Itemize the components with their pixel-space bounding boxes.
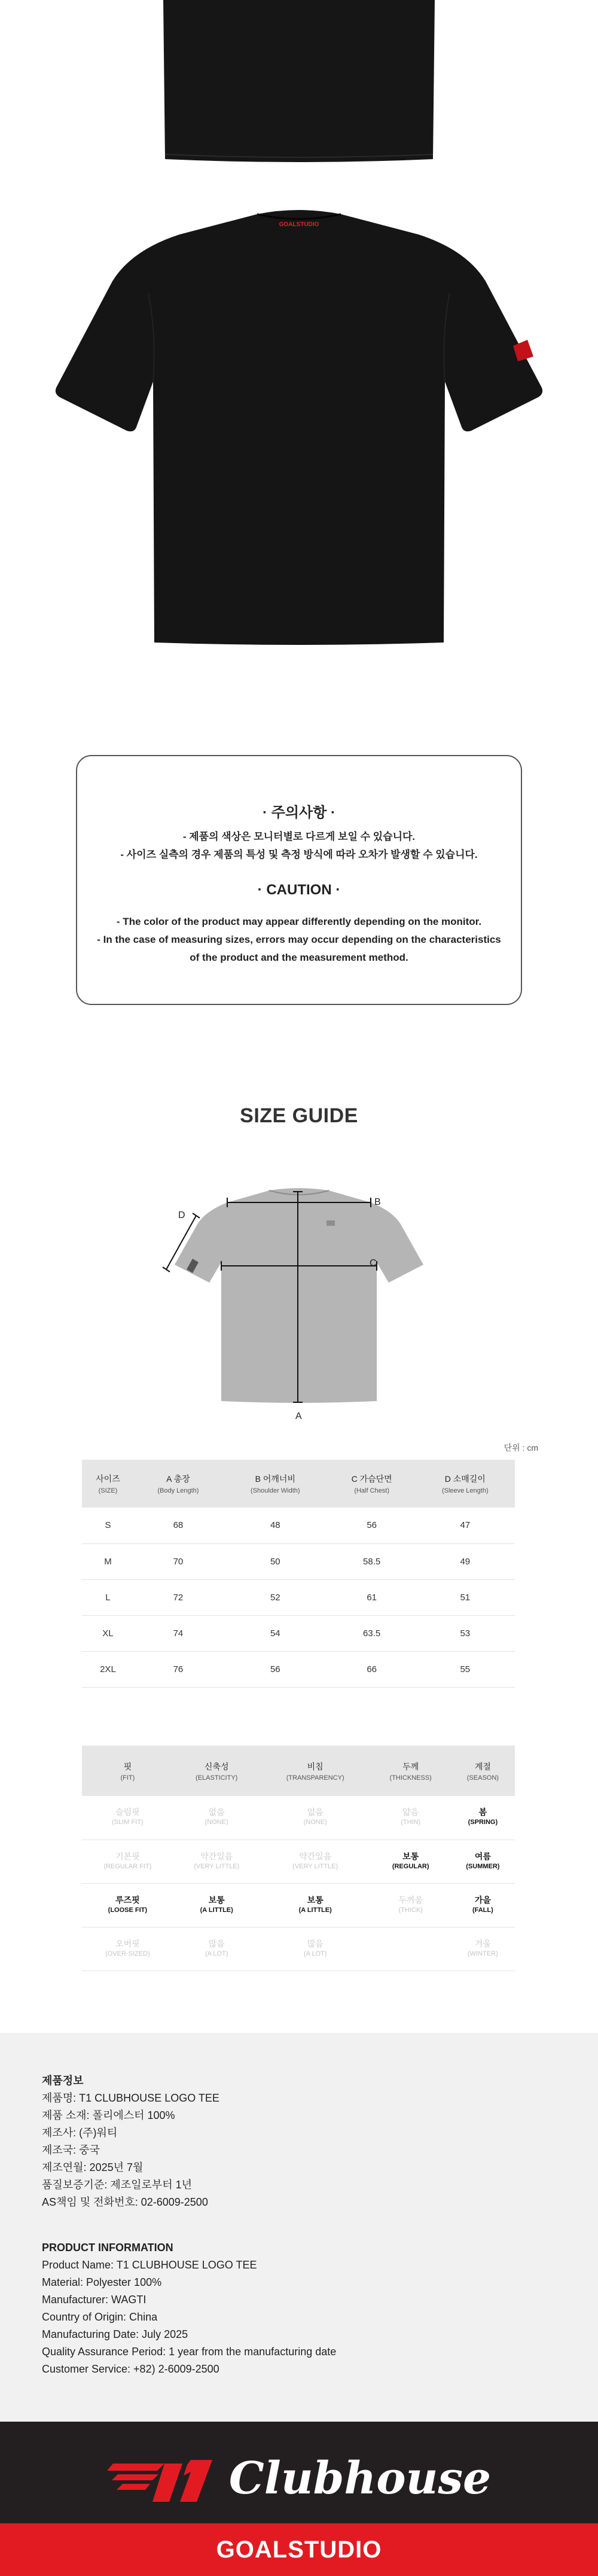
fit-option-en: (SLIM FIT)	[112, 1819, 144, 1826]
diagram-label-c: C	[370, 1258, 377, 1268]
fit-option-ko: 루즈핏	[115, 1895, 140, 1905]
header-season-en: (SEASON)	[466, 1774, 499, 1782]
product-info-ko-line: 제조사: (주)워티	[42, 2127, 118, 2139]
table-cell: 66	[328, 1651, 416, 1687]
table-cell: 54	[222, 1615, 328, 1651]
diagram-label-a: A	[295, 1411, 302, 1421]
header-size-ko: 사이즈	[96, 1474, 120, 1484]
product-info-ko-title: 제품정보	[42, 2075, 84, 2087]
table-cell: 63.5	[328, 1615, 416, 1651]
back-neck-print: GOALSTUDIO	[279, 221, 319, 228]
size-diagram	[150, 1179, 448, 1430]
fit-option-ko: 오버핏	[115, 1938, 140, 1948]
table-cell: 49	[416, 1543, 515, 1579]
header-half-chest-ko: C 가슴단면	[351, 1474, 392, 1484]
product-info-section	[0, 2033, 598, 2422]
brand-wordmark: Clubhouse	[228, 2453, 492, 2504]
fit-option-en: (SUMMER)	[466, 1862, 500, 1870]
fit-option-en: (A LOT)	[205, 1950, 228, 1957]
product-info-ko-line: 제품 소재: 폴리에스터 100%	[42, 2109, 175, 2121]
table-cell: 61	[328, 1579, 416, 1615]
fit-option-ko: 겨울	[474, 1938, 491, 1948]
tshirt-hem-photo	[0, 0, 598, 168]
goalstudio-label: GOALSTUDIO	[216, 2536, 382, 2563]
fit-option-en: (REGULAR)	[392, 1862, 429, 1870]
fit-option-en: (NONE)	[303, 1819, 327, 1826]
product-info-ko-line: AS책임 및 전화번호: 02-6009-2500	[42, 2196, 208, 2208]
fit-option-cell	[451, 1883, 515, 1927]
table-row	[82, 1543, 515, 1579]
fit-option-cell	[260, 1796, 371, 1840]
fit-option-cell	[173, 1883, 260, 1927]
header-fit-en: (FIT)	[120, 1774, 135, 1782]
product-info-en	[42, 2239, 336, 2378]
table-cell: 58.5	[328, 1543, 416, 1579]
fit-option-en: (REGULAR FIT)	[103, 1862, 152, 1870]
fit-option-cell	[371, 1927, 451, 1971]
fit-option-ko: 보통	[307, 1895, 324, 1905]
fit-option-ko: 두꺼움	[398, 1895, 423, 1905]
table-row	[82, 1840, 515, 1883]
fit-option-cell	[260, 1840, 371, 1883]
header-thickness-en: (THICKNESS)	[389, 1774, 432, 1782]
product-info-en-line: Country of Origin: China	[42, 2311, 158, 2323]
header-elasticity-en: (ELASTICITY)	[196, 1774, 238, 1782]
header-shoulder-width-en: (Shoulder Width)	[251, 1487, 300, 1494]
fit-option-cell	[82, 1840, 173, 1883]
header-shoulder-width-ko: B 어깨너비	[255, 1474, 295, 1484]
product-info-ko-line: 제조국: 중국	[42, 2144, 100, 2156]
fit-option-en: (VERY LITTLE)	[194, 1862, 240, 1870]
notice-en-title: · CAUTION ·	[257, 882, 341, 898]
tshirt-back-image	[0, 179, 598, 658]
size-table	[82, 1460, 515, 1688]
notice-en-line-3: of the product and the measurement method.	[190, 952, 408, 963]
fit-table	[82, 1746, 515, 1971]
fit-option-en: (THICK)	[398, 1906, 423, 1914]
footer-banner	[0, 2422, 598, 2576]
header-body-length-ko: A 총장	[166, 1474, 190, 1484]
size-diagram-svg	[150, 1179, 448, 1430]
fit-option-en: (A LITTLE)	[298, 1906, 332, 1914]
fit-option-cell	[451, 1796, 515, 1840]
notice-en-line-2: - In the case of measuring sizes, errors may occur depending on the characteristics	[97, 934, 501, 945]
product-info-en-line: Quality Assurance Period: 1 year from the manufacturing date	[42, 2346, 337, 2358]
fit-option-en: (FALL)	[472, 1906, 493, 1914]
fit-table-header	[82, 1746, 515, 1796]
header-elasticity-ko: 신축성	[204, 1761, 229, 1771]
table-cell: 51	[416, 1579, 515, 1615]
table-row	[82, 1615, 515, 1651]
header-season	[451, 1746, 515, 1796]
fit-option-ko: 기본핏	[115, 1851, 140, 1861]
header-thickness	[371, 1746, 451, 1796]
header-season-ko: 계절	[474, 1761, 491, 1771]
header-body-length	[134, 1460, 222, 1508]
fit-option-en: (OVER-SIZED)	[105, 1950, 150, 1957]
header-half-chest-en: (Half Chest)	[354, 1487, 389, 1494]
diagram-label-b: B	[374, 1197, 381, 1207]
header-fit-ko: 핏	[123, 1761, 132, 1771]
fit-option-cell	[371, 1840, 451, 1883]
table-cell: 2XL	[82, 1651, 134, 1687]
fit-option-en: (NONE)	[205, 1819, 228, 1826]
fit-option-ko: 약간있음	[200, 1851, 233, 1861]
fit-option-ko: 많음	[307, 1938, 324, 1948]
notice-ko-line-1: - 제품의 색상은 모니터별로 다르게 보일 수 있습니다.	[182, 831, 416, 842]
table-cell: 47	[416, 1508, 515, 1543]
goalstudio-bar	[0, 2523, 598, 2576]
fit-option-cell	[260, 1883, 371, 1927]
table-row	[82, 1796, 515, 1840]
table-cell: 56	[328, 1508, 416, 1543]
size-guide-title: SIZE GUIDE	[240, 1104, 358, 1127]
fit-option-en: (A LITTLE)	[200, 1906, 233, 1914]
fit-option-en: (VERY LITTLE)	[292, 1862, 338, 1870]
header-size	[82, 1460, 134, 1508]
table-cell: 50	[222, 1543, 328, 1579]
notice-ko-title: · 주의사항 ·	[262, 805, 336, 821]
notice-en-line-1: - The color of the product may appear differently depending on the monitor.	[116, 916, 482, 927]
table-cell: 53	[416, 1615, 515, 1651]
table-cell: 72	[134, 1579, 222, 1615]
diagram-label-d: D	[178, 1210, 185, 1220]
fit-option-en: (SPRING)	[468, 1819, 498, 1826]
fit-option-cell	[82, 1796, 173, 1840]
brand-logo	[0, 2446, 598, 2511]
fit-option-ko: 여름	[474, 1851, 491, 1861]
fit-option-cell	[260, 1927, 371, 1971]
table-cell: S	[82, 1508, 134, 1543]
fit-option-ko: 약간있음	[299, 1851, 332, 1861]
table-cell: 74	[134, 1615, 222, 1651]
notice-box	[76, 755, 522, 1005]
fit-option-ko: 가을	[474, 1895, 491, 1905]
header-fit	[82, 1746, 173, 1796]
product-info-ko-line: 제품명: T1 CLUBHOUSE LOGO TEE	[42, 2092, 219, 2104]
table-row	[82, 1927, 515, 1971]
table-cell: 76	[134, 1651, 222, 1687]
notice-ko-line-2: - 사이즈 실측의 경우 제품의 특성 및 측정 방식에 따라 오차가 발생할 수 있습니다.	[120, 849, 478, 860]
header-transparency-ko: 비침	[307, 1761, 324, 1771]
product-info-ko	[42, 2072, 219, 2211]
table-row	[82, 1508, 515, 1543]
product-info-ko-line: 품질보증기준: 제조일로부터 1년	[42, 2179, 193, 2191]
table-row	[82, 1883, 515, 1927]
fit-option-ko: 보통	[208, 1895, 225, 1905]
fit-option-ko: 봄	[478, 1807, 487, 1817]
table-cell: M	[82, 1543, 134, 1579]
fit-option-cell	[173, 1840, 260, 1883]
fit-option-ko: 없음	[307, 1807, 324, 1817]
fit-option-ko: 보통	[402, 1851, 419, 1861]
table-row	[82, 1651, 515, 1687]
header-sleeve-length-en: (Sleeve Length)	[441, 1487, 489, 1494]
size-table-header	[82, 1460, 515, 1508]
table-cell: XL	[82, 1615, 134, 1651]
header-sleeve-length-ko: D 소매길이	[444, 1474, 486, 1484]
table-cell: 70	[134, 1543, 222, 1579]
fit-option-en: (WINTER)	[468, 1950, 498, 1957]
fit-option-cell	[173, 1927, 260, 1971]
tshirt-back-photo	[0, 179, 598, 658]
header-thickness-ko: 두께	[402, 1761, 419, 1771]
product-info-en-line: Customer Service: +82) 2-6009-2500	[42, 2363, 219, 2375]
table-cell: 48	[222, 1508, 328, 1543]
table-cell: 52	[222, 1579, 328, 1615]
unit-label: 단위 : cm	[504, 1443, 538, 1453]
header-transparency-en: (TRANSPARENCY)	[286, 1774, 344, 1782]
fit-option-cell	[82, 1883, 173, 1927]
brand-mark-text: T1	[163, 2504, 164, 2505]
fit-option-ko: 많음	[208, 1938, 225, 1948]
fit-option-cell	[371, 1796, 451, 1840]
fit-option-cell	[82, 1927, 173, 1971]
tshirt-hem-image	[0, 0, 598, 168]
header-sleeve-length	[416, 1460, 515, 1508]
header-transparency	[260, 1746, 371, 1796]
product-info-en-line: Manufacturing Date: July 2025	[42, 2328, 188, 2340]
fit-option-ko: 없음	[208, 1807, 225, 1817]
product-info-en-line: Material: Polyester 100%	[42, 2276, 162, 2288]
table-cell: 68	[134, 1508, 222, 1543]
header-body-length-en: (Body Length)	[157, 1487, 199, 1494]
t1-logo-icon	[107, 2452, 221, 2505]
fit-option-cell	[371, 1883, 451, 1927]
fit-option-ko: 얇음	[402, 1807, 419, 1817]
product-info-en-line: Product Name: T1 CLUBHOUSE LOGO TEE	[42, 2259, 257, 2271]
product-info-en-title: PRODUCT INFORMATION	[42, 2242, 173, 2254]
table-cell: 56	[222, 1651, 328, 1687]
product-info-en-line: Manufacturer: WAGTI	[42, 2294, 147, 2306]
fit-option-cell	[451, 1927, 515, 1971]
table-cell: 55	[416, 1651, 515, 1687]
table-row	[82, 1579, 515, 1615]
fit-option-ko: 슬림핏	[115, 1807, 140, 1817]
header-size-en: (SIZE)	[98, 1487, 118, 1494]
header-elasticity	[173, 1746, 260, 1796]
fit-option-en: (LOOSE FIT)	[108, 1906, 148, 1914]
table-cell: L	[82, 1579, 134, 1615]
fit-option-en: (A LOT)	[303, 1950, 327, 1957]
header-half-chest	[328, 1460, 416, 1508]
fit-option-cell	[451, 1840, 515, 1883]
product-info-ko-line: 제조연월: 2025년 7월	[42, 2161, 144, 2173]
header-shoulder-width	[222, 1460, 328, 1508]
fit-option-en: (THIN)	[401, 1819, 421, 1826]
fit-option-cell	[173, 1796, 260, 1840]
